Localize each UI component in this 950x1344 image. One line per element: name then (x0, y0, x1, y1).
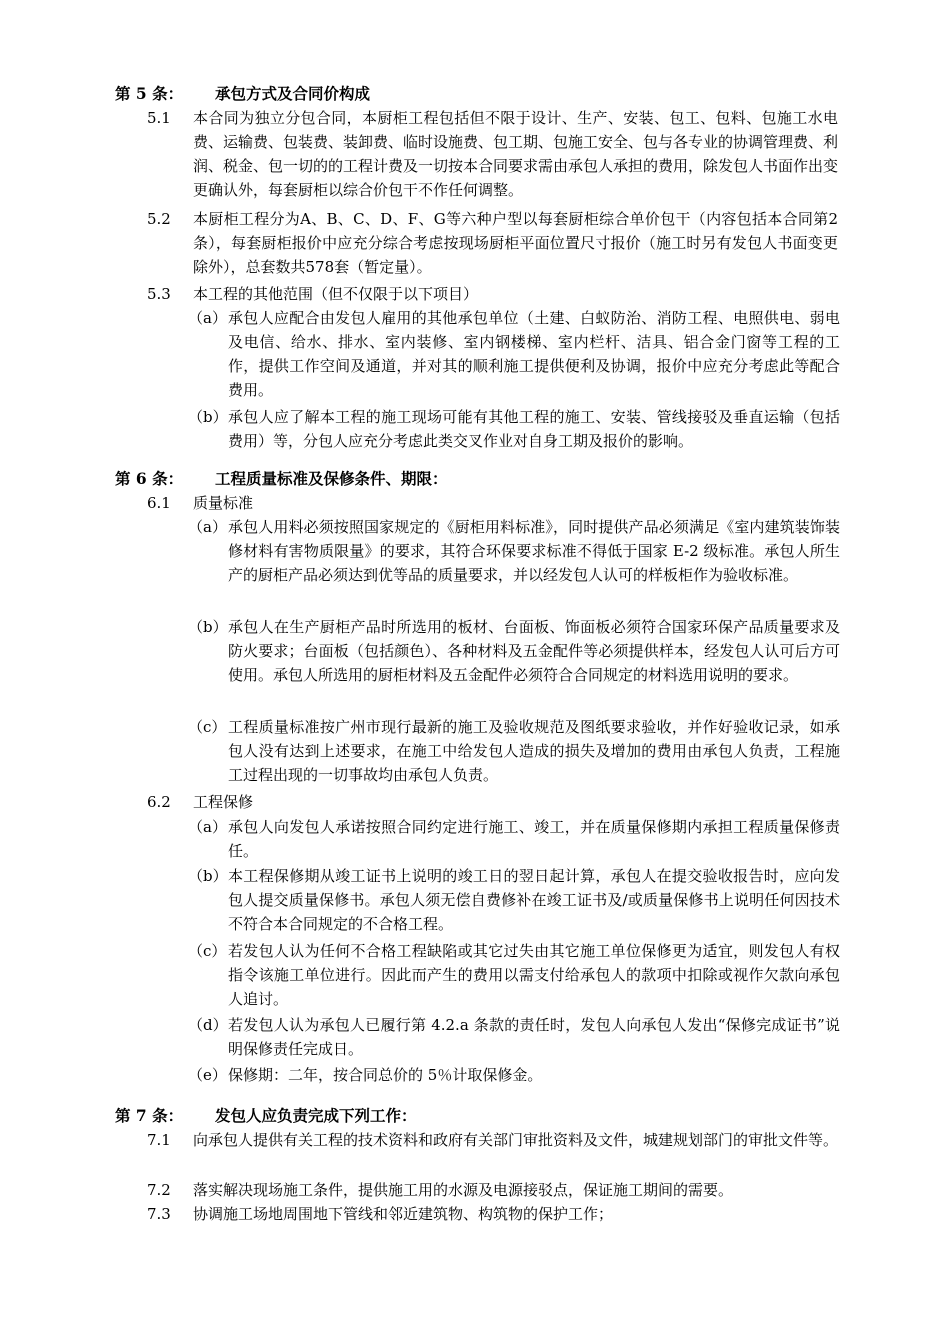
clause-text: 本合同为独立分包合同，本厨柜工程包括但不限于设计、生产、安装、包工、包料、包施工水电费、运输费、包装费、装卸费、临时设施费、包工期、包施工安全、包与各专业的协调管理费、利润、税金、包一切的的工程计费及一切按本合同要求需由承包人承担的费用，除发包人书面作出变更确认外，每套厨柜以综合价包干不作任何调整。 (193, 109, 839, 199)
item-label: （e） (188, 1066, 227, 1084)
clause-number: 5.2 (147, 210, 171, 228)
clause-number: 6.1 (147, 494, 171, 512)
item-label: （b） (188, 408, 228, 426)
item-label: （a） (188, 818, 227, 836)
item-label: （a） (188, 518, 227, 536)
clause-number: 5.3 (147, 285, 171, 303)
item-text: 承包人在生产厨柜产品时所选用的板材、台面板、饰面板必须符合国家环保产品质量要求及防火要求；台面板（包括颜色）、各种材料及五金配件等必须提供样本，经发包人认可后方可使用。承包人所选用的厨柜材料及五金配件必须符合合同规定的材料选用说明的要求。 (228, 618, 840, 684)
item-text: 承包人应了解本工程的施工现场可能有其他工程的施工、安装、管线接驳及垂直运输（包括费用）等，分包人应充分考虑此类交叉作业对自身工期及报价的影响。 (228, 408, 840, 450)
clause-text: 工程保修 (193, 793, 254, 811)
clause-number: 7.2 (147, 1181, 171, 1199)
item-text: 保修期：二年，按合同总价的 5％计取保修金。 (228, 1066, 543, 1084)
clause-number: 5.1 (147, 109, 171, 127)
item-text: 若发包人认为承包人已履行第 4.2.a 条款的责任时，发包人向承包人发出“保修完成证书”说明保修责任完成日。 (228, 1016, 840, 1058)
item-text: 本工程保修期从竣工证书上说明的竣工日的翌日起计算，承包人在提交验收报告时，应向发包人提交质量保修书。承包人须无偿自费修补在竣工证书及/或质量保修书上说明任何因技术不符合本合同规定的不合格工程。 (228, 867, 840, 933)
article-number: 第 5 条： (115, 84, 184, 103)
item-text: 承包人应配合由发包人雇用的其他承包单位（土建、白蚁防治、消防工程、电照供电、弱电及电信、给水、排水、室内装修、室内钢楼梯、室内栏杆、洁具、铝合金门窗等工程的工作，提供工作空间及通道，并对其的顺利施工提供便利及协调，报价中应充分考虑此等配合费用。 (228, 309, 840, 399)
article-5-heading (115, 82, 370, 106)
article-number: 第 7 条： (115, 1106, 184, 1125)
clause-number: 7.3 (147, 1205, 171, 1223)
item-text: 承包人向发包人承诺按照合同约定进行施工、竣工，并在质量保修期内承担工程质量保修责任。 (228, 818, 840, 860)
item-label: （c） (188, 942, 227, 960)
item-text: 若发包人认为任何不合格工程缺陷或其它过失由其它施工单位保修更为适宜，则发包人有权指令该施工单位进行。因此而产生的费用以需支付给承包人的款项中扣除或视作欠款向承包人追讨。 (228, 942, 840, 1008)
item-label: （b） (188, 618, 228, 636)
clause-text: 本厨柜工程分为A、B、C、D、F、G等六种户型以每套厨柜综合单价包干（内容包括本合同第2条），每套厨柜报价中应充分综合考虑按现场厨柜平面位置尺寸报价（施工时另有发包人书面变更除外），总套数共578套（暂定量）。 (193, 210, 838, 276)
article-title: 承包方式及合同价构成 (215, 84, 371, 103)
article-number: 第 6 条： (115, 469, 184, 488)
clause-text: 向承包人提供有关工程的技术资料和政府有关部门审批资料及文件，城建规划部门的审批文件等。 (193, 1131, 839, 1149)
item-label: （a） (188, 309, 227, 327)
item-text: 工程质量标准按广州市现行最新的施工及验收规范及图纸要求验收，并作好验收记录，如承包人没有达到上述要求，在施工中给发包人造成的损失及增加的费用由承包人负责，工程施工过程出现的一切事故均由承包人负责。 (228, 718, 840, 784)
clause-text: 落实解决现场施工条件，提供施工用的水源及电源接驳点，保证施工期间的需要。 (193, 1181, 734, 1199)
article-title: 工程质量标准及保修条件、期限： (215, 469, 448, 488)
item-label: （d） (188, 1016, 228, 1034)
item-text: 承包人用料必须按照国家规定的《厨柜用料标准》，同时提供产品必须满足《室内建筑装饰装修材料有害物质限量》的要求，其符合环保要求标准不得低于国家 E-2 级标准。承包人所生产的厨柜产品必须达到优等品的质量要求，并以经发包人认可的样板柜作为验收标准。 (228, 518, 840, 584)
clause-number: 7.1 (147, 1131, 171, 1149)
clause-text: 质量标准 (193, 494, 254, 512)
clause-number: 6.2 (147, 793, 171, 811)
article-7-heading (115, 1104, 417, 1128)
clause-text: 本工程的其他范围（但不仅限于以下项目） (193, 285, 479, 303)
item-label: （b） (188, 867, 228, 885)
article-6-heading (115, 467, 448, 491)
item-label: （c） (188, 718, 227, 736)
clause-text: 协调施工场地周围地下管线和邻近建筑物、构筑物的保护工作； (193, 1205, 614, 1223)
article-title: 发包人应负责完成下列工作： (215, 1106, 417, 1125)
